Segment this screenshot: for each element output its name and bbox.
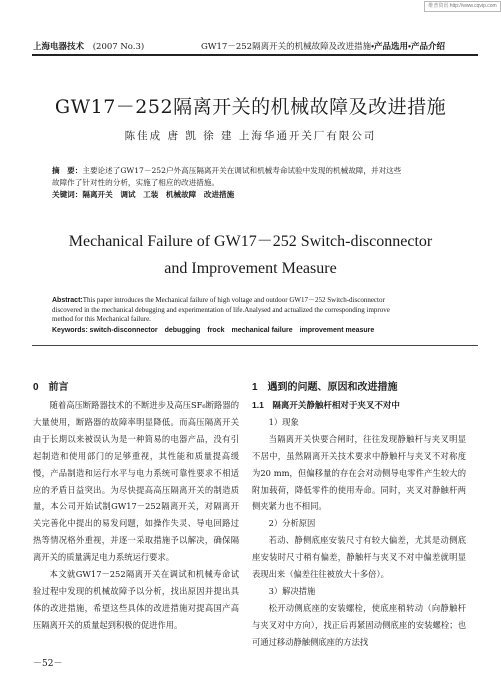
abstract-en-line2: discovered in the mechanical debugging and experimentation of life.Analysed and actualized the corresponding improve	[52, 305, 390, 314]
authors: 陈佳成 唐 凯 徐 建 上海华通开关厂有限公司	[124, 130, 377, 142]
phenomenon-text: 当隔离开关快要合闸时，往往发现静触杆与夹叉明显不居中，虽然隔离开关技术要求中静触杆与夹叉不对称度为20 mm，但偏移量的存在会对动侧导电零件产生较大的附加载荷，降低零件的使用寿命。同时，夹叉对静触杆两侧夹紧力也不相同。	[252, 433, 466, 512]
title-en-line1: Mechanical Failure of GW17－252 Switch-disconnector	[68, 233, 433, 250]
abstract-cn-line2: 故障作了针对性的分析，实施了相应的改进措施。	[52, 178, 220, 187]
abstract-cn	[52, 165, 462, 201]
problems-body	[252, 397, 466, 651]
header-rule	[32, 54, 478, 56]
intro-paragraph-1: 随着高压断路器技术的不断进步及高压SF₆断路器的大量使用，断路器的故障率明显降低。而高压隔离开关由于长期以来被误认为是一种简易的电器产品，没有引起制造和使用部门的足够重视，其性能和质量提高缓慢，产品制造和运行水平与电力系统可靠性要求不相适应的矛盾日益突出。为尽快提高高压隔离开关的制造质量，本公司开始试制GW17－252隔离开关，对隔离开关完善化中提出的易发问题，如操作失灵、导电回路过热等情况格外重视，并逐一采取措施予以解决，确保隔离开关的质量满足电力系统运行要求。	[33, 400, 239, 563]
article-short-title: GW17－252隔离开关的机械故障及改进措施	[201, 42, 372, 52]
abstract-en-line1: This paper introduces the Mechanical failure of high voltage and outdoor GW17－252 Switch-disconnector	[82, 296, 385, 304]
keywords-en-text: switch-disconnector debugging frock mechanical failure improvement measure	[89, 326, 375, 334]
subsection-heading: 1.1 隔离开关静触杆相对于夹叉不对中	[252, 400, 400, 410]
keywords-en-label: Keywords:	[52, 326, 88, 334]
title-cn: GW17－252隔离开关的机械故障及改进措施	[54, 96, 447, 118]
abstract-en	[52, 296, 462, 335]
running-header-article	[201, 40, 445, 52]
item-cause: 2）分析原因	[268, 518, 316, 529]
column-name: •产品选用•产品介绍	[371, 41, 446, 51]
abstract-en-line3: method for this Mechanical failure.	[52, 315, 151, 323]
intro-body	[33, 397, 239, 634]
title-en-line2: and Improvement Measure	[164, 260, 337, 277]
abstract-cn-label: 摘 要：	[52, 166, 83, 175]
cause-text: 若动、静侧底座安装尺寸有较大偏差，尤其是动侧底座安装时尺寸稍有偏差，静触杆与夹叉不对中偏差就明显表现出来（偏差往往被放大十多倍）。	[252, 535, 466, 580]
section-heading-intro: 0 前言	[33, 382, 69, 393]
keywords-cn-text: 隔离开关 调试 工装 机械故障 改进措施	[82, 190, 235, 199]
page-number: －52－	[33, 659, 63, 669]
item-phenomenon: 1）现象	[268, 416, 299, 427]
intro-paragraph-2: 本文就GW17－252隔离开关在调试和机械寿命试验过程中发现的机械故障予以分析，找出原因并提出具体的改进措施，希望这些具体的改进措施对提高国产高压隔离开关的质量起到积极的促进作用。	[33, 569, 239, 630]
abstract-cn-line1: 主要论述了GW17－252户外高压隔离开关在调试和机械寿命试验中发现的机械故障，并对这些	[82, 166, 402, 175]
solution-text: 松开动侧底座的安装螺栓，使底座稍转动（向静触杆与夹叉对中方向），找正后再紧固动侧底座的安装螺栓；也可通过移动静触侧底座的方法找	[252, 602, 466, 647]
watermark: 维普资讯 http://www.cqvip.com	[424, 1, 501, 12]
running-header-journal	[33, 40, 144, 52]
keywords-cn-label: 关键词：	[52, 190, 83, 199]
item-solution: 3）解决措施	[268, 585, 316, 596]
abstract-rule	[32, 345, 478, 346]
journal-issue: (2007 No.3)	[92, 42, 145, 52]
journal-name: 上海电器技术	[33, 41, 85, 51]
abstract-en-label: Abstract:	[52, 297, 83, 304]
section-heading-problems: 1 遇到的问题、原因和改进措施	[252, 382, 398, 393]
